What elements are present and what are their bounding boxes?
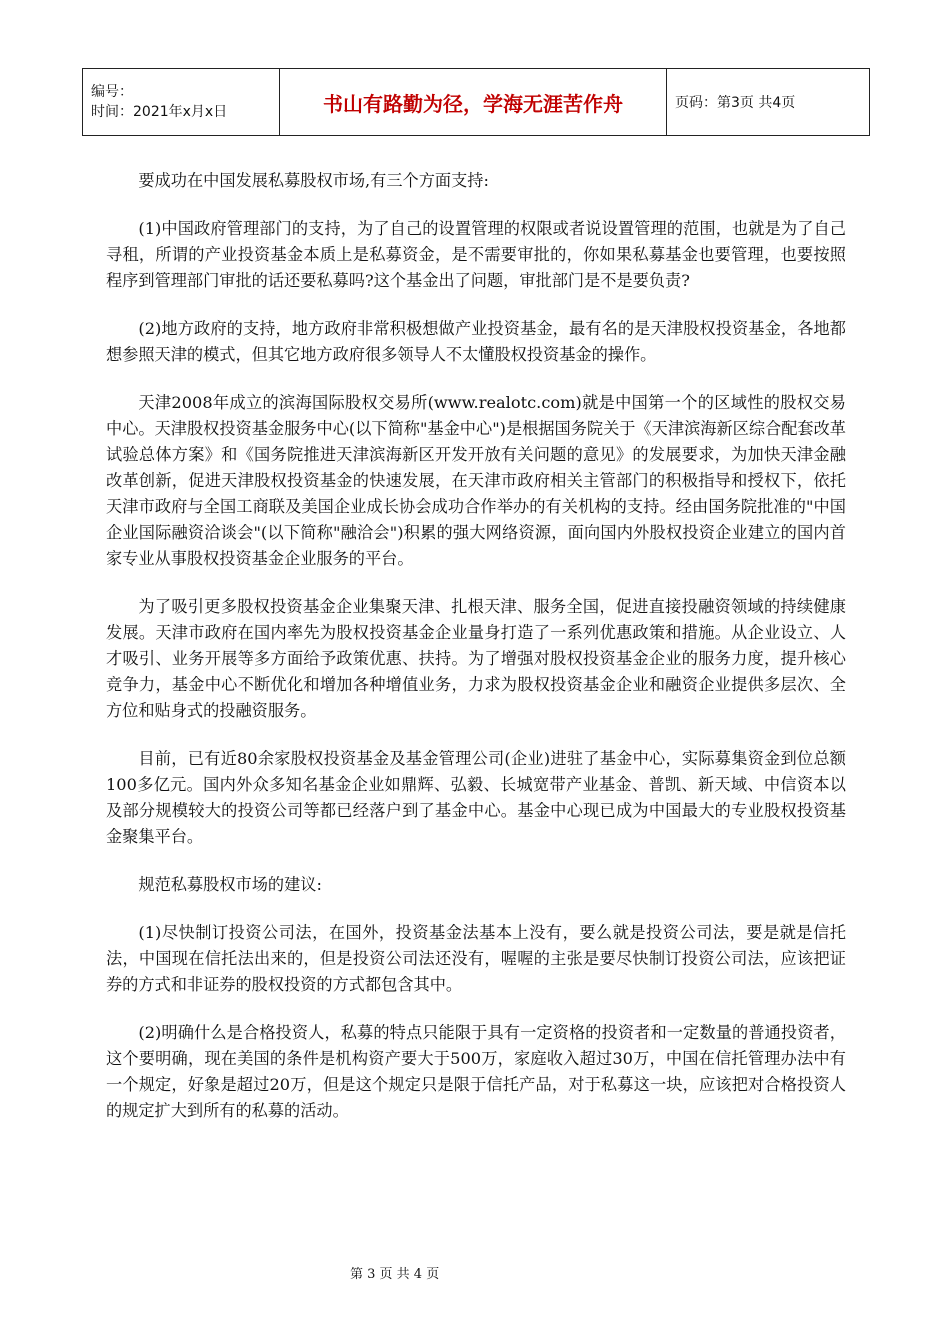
page-footer: 第 3 页 共 4 页 [350, 1267, 440, 1282]
header-table [82, 68, 870, 136]
paragraph: 天津2008年成立的滨海国际股权交易所(www.realotc.com)就是中国第一个的区域性的股权交易中心。天津股权投资基金服务中心(以下简称"基金中心")是根据国务院关于《天津滨海新区综合配套改革试验总体方案》和《国务院推进天津滨海新区开发开放有关问题的意见》的发展要求，为加快天津金融改革创新，促进天津股权投资基金的快速发展，在天津市政府相关主管部门的积极指导和授权下，依托天津市政府与全国工商联及美国企业成长协会成功合作举办的有关机构的支持。经由国务院批准的"中国企业国际融资洽谈会"(以下简称"融洽会")积累的强大网络资源，面向国内外股权投资企业建立的国内首家专业从事股权投资基金企业服务的平台。 [106, 393, 846, 568]
header-motto: 书山有路勤为径，学海无涯苦作舟 [280, 69, 667, 136]
document-body [106, 168, 846, 1146]
paragraph: 目前，已有近80余家股权投资基金及基金管理公司(企业)进驻了基金中心，实际募集资金到位总额100多亿元。国内外众多知名基金企业如鼎辉、弘毅、长城宽带产业基金、普凯、新天域、中信资本以及部分规模较大的投资公司等都已经落户到了基金中心。基金中心现已成为中国最大的专业股权投资基金聚集平台。 [106, 749, 846, 846]
paragraph: (2)地方政府的支持，地方政府非常积极想做产业投资基金，最有名的是天津股权投资基金，各地都想参照天津的模式，但其它地方政府很多领导人不太懂股权投资基金的操作。 [106, 319, 846, 364]
paragraph: 规范私募股权市场的建议: [138, 875, 322, 894]
date-line: 时间：2021年x月x日 [91, 104, 228, 120]
paragraph: (2)明确什么是合格投资人，私募的特点只能限于具有一定资格的投资者和一定数量的普通投资者，这个要明确，现在美国的条件是机构资产要大于500万，家庭收入超过30万，中国在信托管理办法中有一个规定，好象是超过20万，但是这个规定只是限于信托产品，对于私募这一块，应该把对合格投资人的规定扩大到所有的私募的活动。 [106, 1023, 846, 1120]
header-meta-cell [83, 69, 280, 136]
serial-label: 编号： [91, 84, 133, 100]
paragraph: (1)中国政府管理部门的支持，为了自己的设置管理的权限或者说设置管理的范围，也就是为了自己寻租，所谓的产业投资基金本质上是私募资金，是不需要审批的，你如果私募基金也要管理，也要按照程序到管理部门审批的话还要私募吗?这个基金出了问题，审批部门是不是要负责? [106, 219, 846, 290]
paragraph: 为了吸引更多股权投资基金企业集聚天津、扎根天津、服务全国，促进直接投融资领域的持续健康发展。天津市政府在国内率先为股权投资基金企业量身打造了一系列优惠政策和措施。从企业设立、人才吸引、业务开展等多方面给予政策优惠、扶持。为了增强对股权投资基金企业的服务力度，提升核心竞争力，基金中心不断优化和增加各种增值业务，力求为股权投资基金企业和融资企业提供多层次、全方位和贴身式的投融资服务。 [106, 597, 846, 720]
header-page-info: 页码：第3页 共4页 [667, 69, 870, 136]
paragraph: 要成功在中国发展私募股权市场,有三个方面支持: [138, 171, 489, 190]
paragraph: (1)尽快制订投资公司法，在国外，投资基金法基本上没有，要么就是投资公司法，要是就是信托法，中国现在信托法出来的，但是投资公司法还没有，喔喔的主张是要尽快制订投资公司法，应该把证券的方式和非证券的股权投资的方式都包含其中。 [106, 923, 846, 994]
